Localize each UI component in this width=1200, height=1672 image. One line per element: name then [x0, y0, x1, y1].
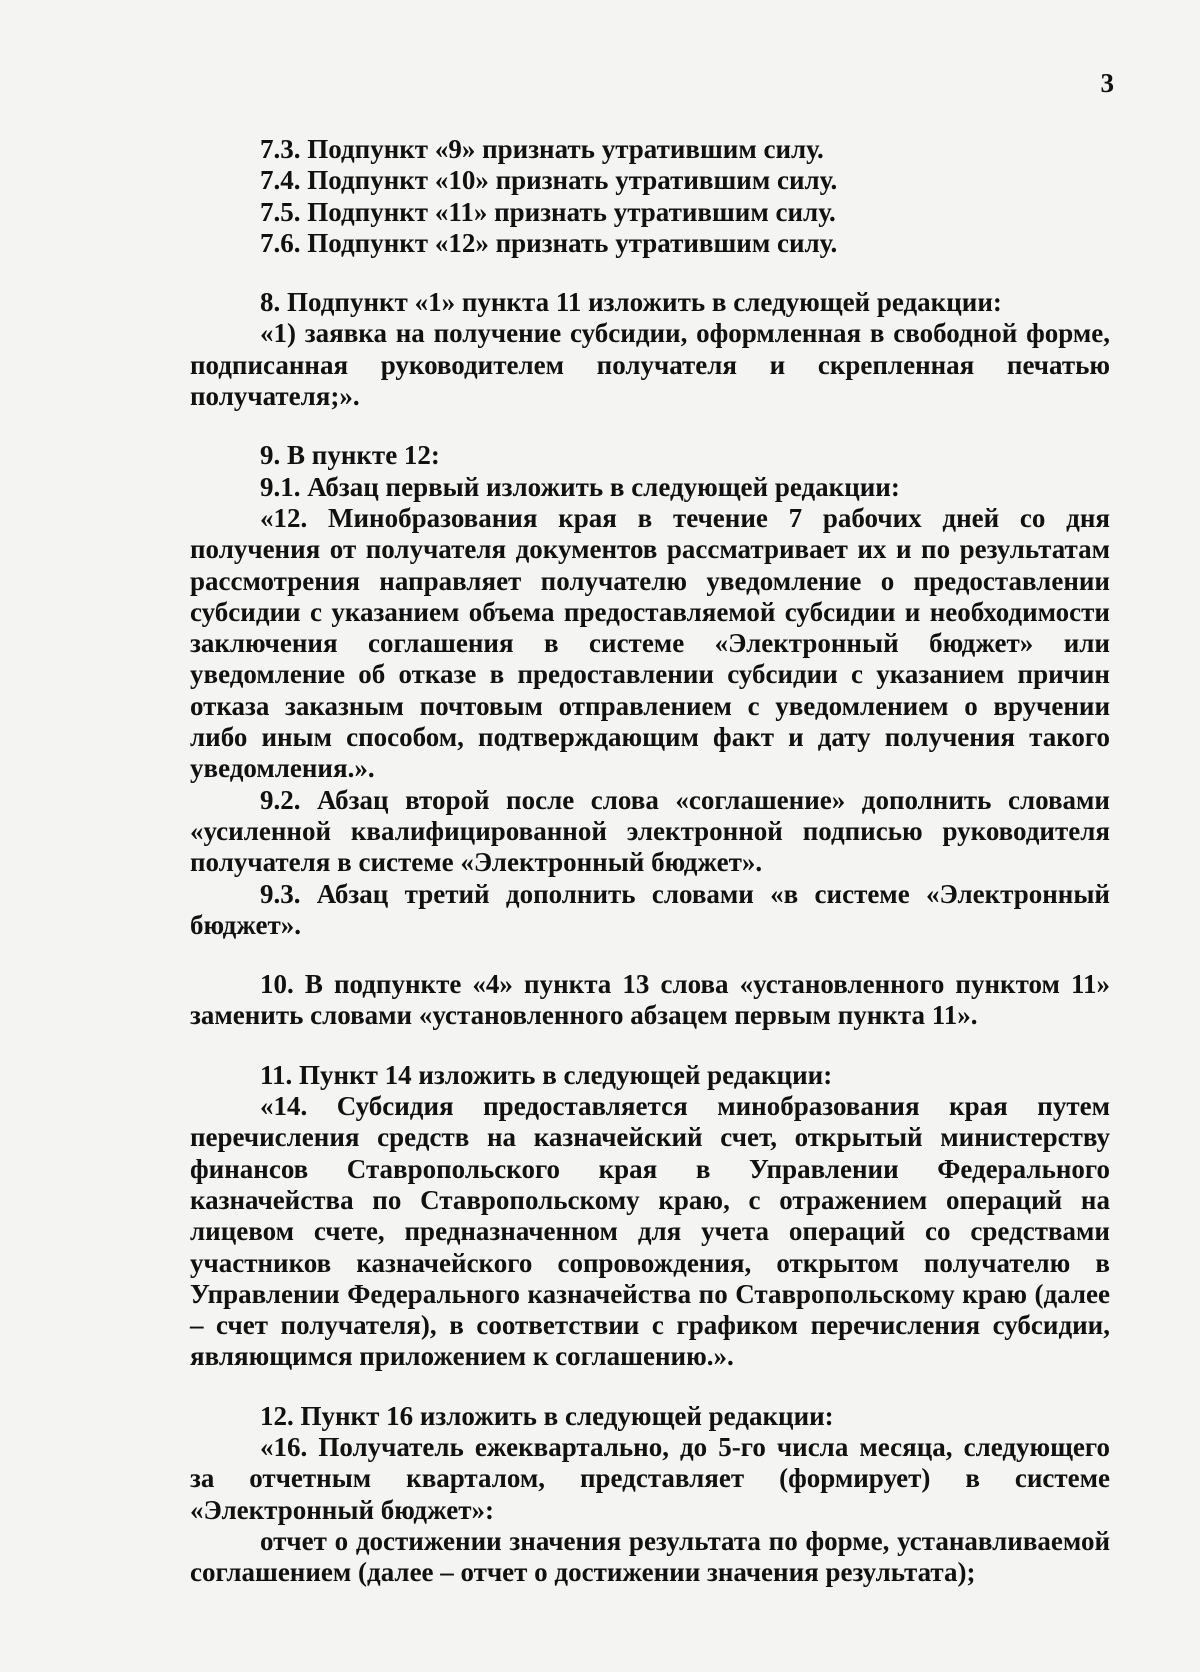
page-number: 3 — [1100, 68, 1114, 98]
paragraph-7-6: 7.6. Подпункт «12» признать утратившим силу. — [260, 227, 838, 258]
paragraph-7-3: 7.3. Подпункт «9» признать утратившим силу. — [260, 134, 824, 164]
document-body — [190, 134, 1110, 1588]
paragraph-9-1: 9.1. Абзац первый изложить в следующей редакции: — [260, 471, 900, 502]
paragraph-12-quote: «16. Получатель ежеквартально, до 5-го числа месяца, следующего за отчетным кварталом, представляет (формирует) в системе «Электронный бюджет»: — [190, 1431, 1110, 1525]
paragraph-10: 10. В подпункте «4» пункта 13 слова «установленного пунктом 11» заменить словами «установленного абзацем первым пункта 11». — [190, 969, 1110, 1031]
paragraph-9-3: 9.3. Абзац третий дополнить словами «в системе «Электронный бюджет». — [190, 878, 1110, 940]
paragraph-9-1-quote: «12. Минобразования края в течение 7 рабочих дней со дня получения от получателя документов рассматривает их и по результатам рассмотрения направляет получателю уведомление о предоставлении субсидии с указанием объема предоставляемой субсидии и необходимости заключения соглашения в системе «Электронный бюджет» или уведомление об отказе в предоставлении субсидии с указанием причин отказа заказным почтовым отправлением с уведомлением о вручении либо иным способом, подтверждающим факт и дату получения такого уведомления.». — [190, 502, 1110, 784]
paragraph-9-2: 9.2. Абзац второй после слова «соглашение» дополнить словами «усиленной квалифицированной электронной подписью руководителя получателя в системе «Электронный бюджет». — [190, 784, 1110, 878]
paragraph-8-quote: «1) заявка на получение субсидии, оформленная в свободной форме, подписанная руководителем получателя и скрепленная печатью получателя;». — [190, 318, 1110, 412]
paragraph-7-5: 7.5. Подпункт «11» признать утратившим силу. — [260, 196, 836, 227]
paragraph-11: 11. Пункт 14 изложить в следующей редакции: — [260, 1059, 833, 1090]
paragraph-11-quote: «14. Субсидия предоставляется минобразования края путем перечисления средств на казначейский счет, открытый министерству финансов Ставропольского края в Управлении Федерального казначейства по Ставропольскому краю, с отражением операций на лицевом счете, предназначенном для учета операций со средствами участников казначейского сопровождения, открытом получателю в Управлении Федерального казначейства по Ставропольскому краю (далее – счет получателя), в соответствии с графиком перечисления субсидии, являющимся приложением к соглашению.». — [190, 1091, 1110, 1372]
paragraph-9: 9. В пункте 12: — [260, 440, 440, 471]
paragraph-12: 12. Пункт 16 изложить в следующей редакции: — [260, 1400, 834, 1431]
paragraph-8: 8. Подпункт «1» пункта 11 изложить в следующей редакции: — [260, 287, 1002, 318]
paragraph-7-4: 7.4. Подпункт «10» признать утратившим силу. — [260, 165, 838, 196]
paragraph-12-report: отчет о достижении значения результата по форме, устанавливаемой соглашением (далее – отчет о достижении значения результата); — [190, 1525, 1110, 1588]
